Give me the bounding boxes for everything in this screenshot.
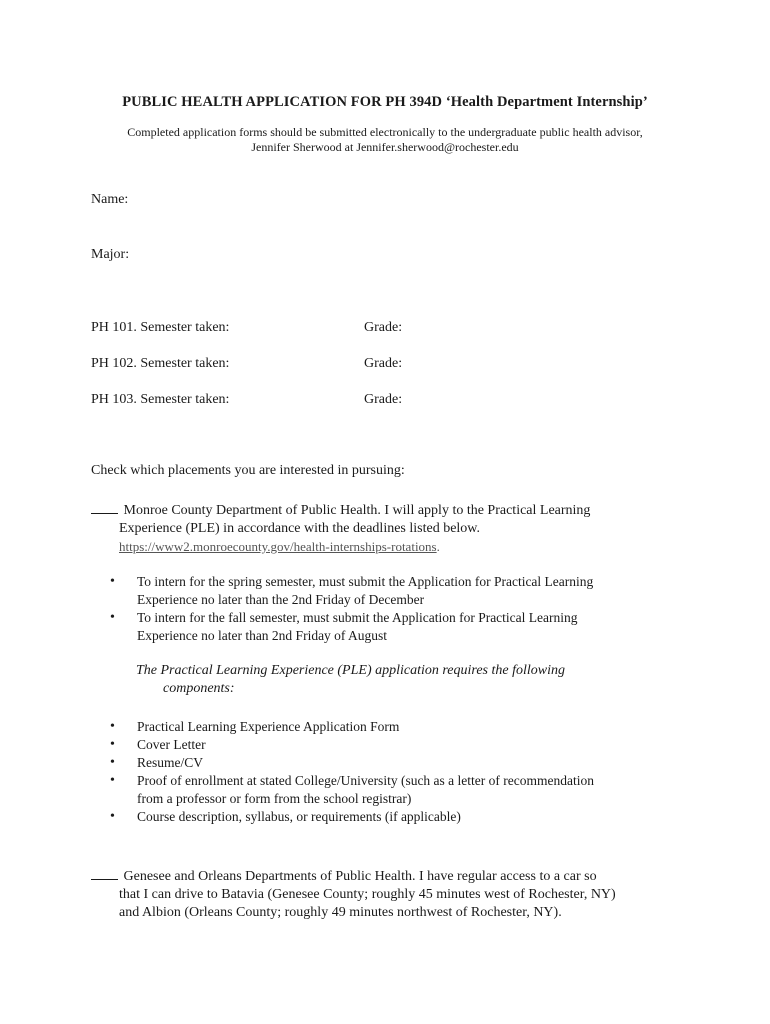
course-semester-label: PH 101. Semester taken: (91, 320, 230, 335)
component-text-continued: from a professor or form from the school registrar) (137, 791, 412, 806)
course-grade-label: Grade: (364, 356, 403, 371)
genesee-line-1: Genesee and Orleans Departments of Public Health. I have regular access to a car so (120, 869, 597, 884)
ple-requirements-note (136, 662, 565, 698)
course-semester-label: PH 102. Semester taken: (91, 356, 230, 371)
monroe-line-1: Monroe County Department of Public Health. I will apply to the Practical Learning (120, 503, 591, 518)
ple-note-line-2: components: (163, 681, 235, 696)
component-text: Practical Learning Experience Application Form (137, 719, 400, 734)
components-list (110, 718, 690, 826)
ple-note-line-1: The Practical Learning Experience (PLE) application requires the following (136, 663, 566, 678)
deadline-list (110, 573, 690, 645)
course-semester-label: PH 103. Semester taken: (91, 392, 230, 407)
list-item (110, 736, 690, 754)
submission-instructions (0, 125, 770, 155)
course-grade-label: Grade: (364, 320, 403, 335)
instructions-line-1: Completed application forms should be submitted electronically to the undergraduate public health advisor, (127, 125, 643, 139)
component-text: Cover Letter (137, 737, 206, 752)
major-field-label: Major: (91, 247, 130, 262)
genesee-line-2: that I can drive to Batavia (Genesee County; roughly 45 minutes west of Rochester, NY) (119, 887, 616, 902)
document-title: PUBLIC HEALTH APPLICATION FOR PH 394D ‘Health Department Internship’ (122, 94, 648, 110)
list-item (110, 718, 690, 736)
instructions-line-2: Jennifer Sherwood at Jennifer.sherwood@rochester.edu (251, 140, 519, 154)
list-item (110, 808, 690, 826)
deadline-spring-line-2: Experience no later than the 2nd Friday of December (137, 592, 425, 607)
list-item (110, 772, 690, 808)
link-suffix: . (436, 539, 440, 554)
deadline-fall-line-1: To intern for the fall semester, must submit the Application for Practical Learning (137, 610, 578, 625)
monroe-internship-link[interactable]: https://www2.monroecounty.gov/health-internships-rotations (119, 539, 437, 554)
deadline-fall-line-2: Experience no later than 2nd Friday of August (137, 628, 388, 643)
deadline-spring-line-1: To intern for the spring semester, must submit the Application for Practical Learning (137, 574, 594, 589)
list-item (110, 754, 690, 772)
placement-genesee-orleans (91, 867, 691, 922)
component-text: Resume/CV (137, 755, 203, 770)
list-item (110, 609, 690, 645)
component-text: Proof of enrollment at stated College/University (such as a letter of recommendation (137, 773, 594, 788)
genesee-line-3: and Albion (Orleans County; roughly 49 minutes northwest of Rochester, NY). (119, 905, 562, 920)
name-field-label: Name: (91, 192, 129, 207)
genesee-checkbox-blank[interactable] (91, 867, 118, 880)
placement-monroe (91, 501, 691, 556)
monroe-line-2: Experience (PLE) in accordance with the deadlines listed below. (119, 521, 481, 536)
component-text: Course description, syllabus, or requirements (if applicable) (137, 809, 461, 824)
placements-heading: Check which placements you are interested in pursuing: (91, 463, 405, 478)
course-grade-label: Grade: (364, 392, 403, 407)
monroe-checkbox-blank[interactable] (91, 501, 118, 514)
list-item (110, 573, 690, 609)
